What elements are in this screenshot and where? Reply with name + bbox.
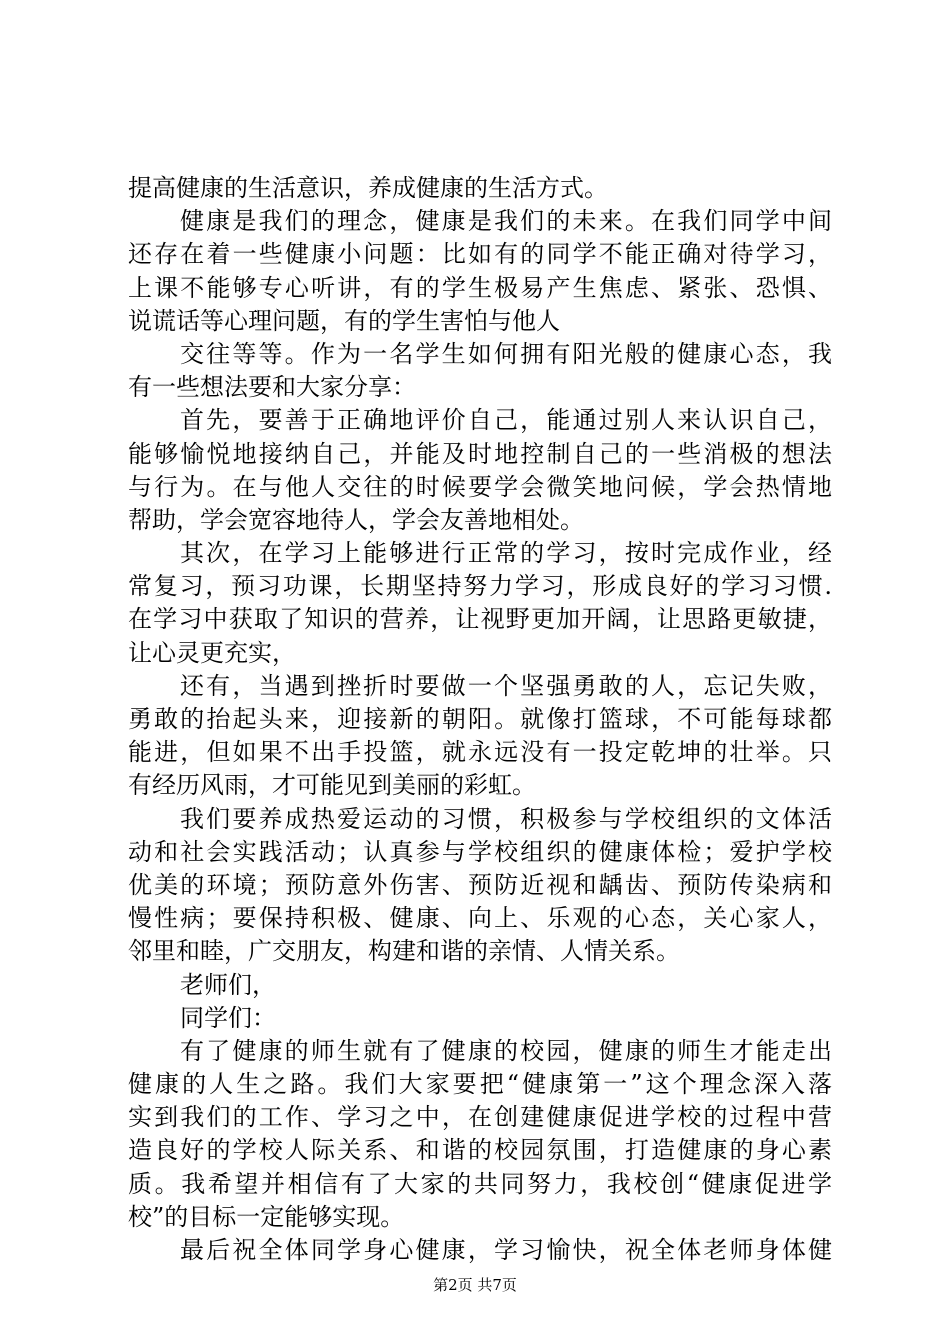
- text-line: 动和社会实践活动；认真参与学校组织的健康体检；爱护学校: [128, 837, 832, 866]
- text-line: 让心灵更充实，: [128, 638, 296, 667]
- page-footer: 第2页 共7页: [433, 1276, 517, 1294]
- text-line: 帮助，学会宽容地待人，学会友善地相处。: [128, 505, 584, 534]
- text-line: 我们要养成热爱运动的习惯，积极参与学校组织的文体活: [180, 804, 832, 833]
- text-line: 与行为。在与他人交往的时候要学会微笑地问候，学会热情地: [128, 472, 832, 501]
- text-line: 说谎话等心理问题，有的学生害怕与他人: [128, 306, 560, 335]
- document-body: [128, 172, 832, 1267]
- text-line: 提高健康的生活意识，养成健康的生活方式。: [128, 174, 608, 202]
- text-line: 交往等等。作为一名学生如何拥有阳光般的健康心态，我: [180, 339, 832, 368]
- text-line: 首先，要善于正确地评价自己，能通过别人来认识自己，: [180, 406, 832, 435]
- text-line: 还存在着一些健康小问题：比如有的同学不能正确对待学习，: [128, 240, 832, 269]
- text-line: 同学们：: [180, 1003, 276, 1032]
- text-line: 老师们，: [180, 970, 276, 999]
- text-line: 实到我们的工作、学习之中，在创建健康促进学校的过程中营: [128, 1103, 832, 1132]
- text-line: 还有，当遇到挫折时要做一个坚强勇敢的人，忘记失败，: [180, 671, 832, 700]
- text-line: 能够愉悦地接纳自己，并能及时地控制自己的一些消极的想法: [128, 439, 832, 468]
- text-line: 造良好的学校人际关系、和谐的校园氛围，打造健康的身心素: [128, 1136, 832, 1165]
- text-line: 最后祝全体同学身心健康，学习愉快，祝全体老师身体健: [180, 1236, 832, 1264]
- text-line: 有经历风雨，才可能见到美丽的彩虹。: [128, 771, 536, 800]
- text-line: 在学习中获取了知识的营养，让视野更加开阔，让思路更敏捷，: [128, 605, 832, 634]
- text-line: 健康的人生之路。我们大家要把“健康第一”这个理念深入落: [128, 1070, 832, 1099]
- text-line: 能进，但如果不出手投篮，就永远没有一投定乾坤的壮举。只: [128, 738, 832, 767]
- text-line: 校”的目标一定能够实现。: [128, 1202, 405, 1231]
- text-line: 质。我希望并相信有了大家的共同努力，我校创“健康促进学: [128, 1169, 832, 1198]
- text-line: 上课不能够专心听讲，有的学生极易产生焦虑、紧张、恐惧、: [128, 273, 832, 302]
- text-line: 有一些想法要和大家分享：: [128, 373, 416, 402]
- text-line: 健康是我们的理念，健康是我们的未来。在我们同学中间: [180, 207, 832, 236]
- text-line: 其次，在学习上能够进行正常的学习，按时完成作业，经: [180, 539, 832, 568]
- text-line: 常复习，预习功课，长期坚持努力学习，形成良好的学习习惯.: [128, 572, 832, 601]
- text-line: 勇敢的抬起头来，迎接新的朝阳。就像打篮球，不可能每球都: [128, 705, 832, 733]
- text-line: 慢性病；要保持积极、健康、向上、乐观的心态，关心家人，: [128, 904, 832, 933]
- text-line: 邻里和睦，广交朋友，构建和谐的亲情、人情关系。: [128, 937, 680, 966]
- text-line: 有了健康的师生就有了健康的校园，健康的师生才能走出: [180, 1036, 832, 1065]
- text-line: 优美的环境；预防意外伤害、预防近视和龋齿、预防传染病和: [128, 870, 832, 899]
